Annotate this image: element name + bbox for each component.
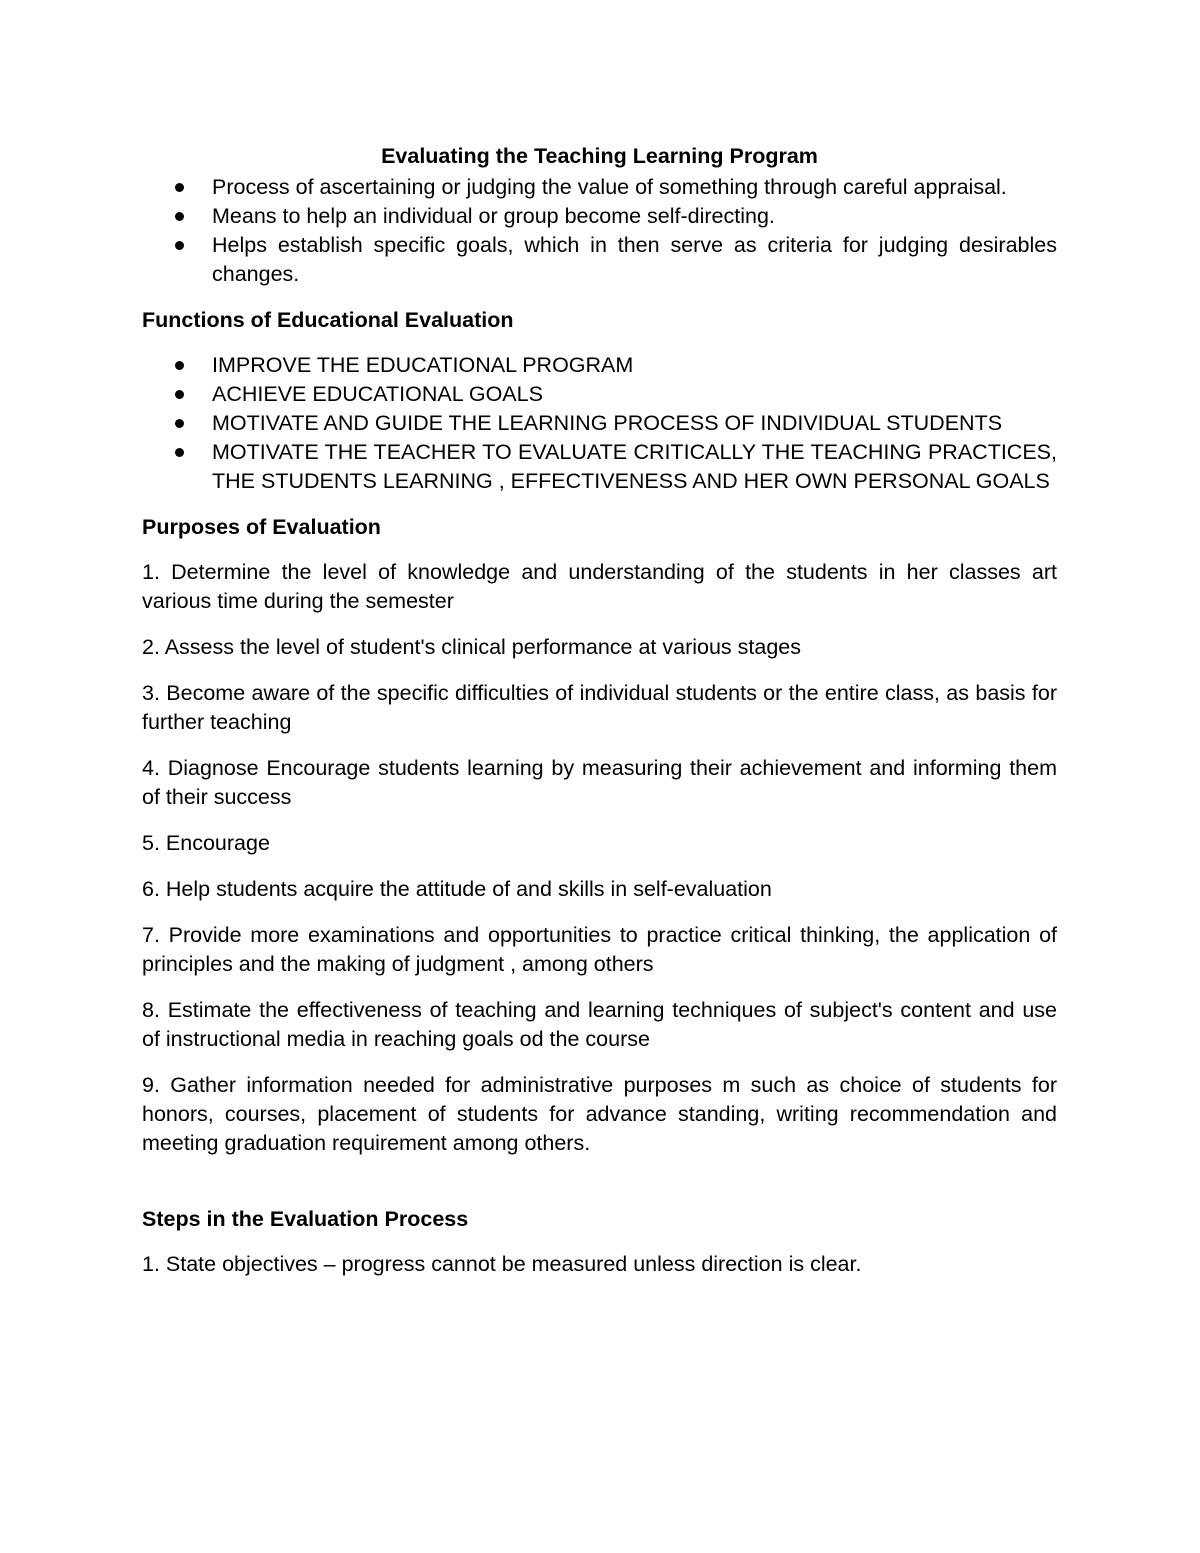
bullet-icon — [175, 212, 184, 221]
functions-bullet-list — [142, 351, 1057, 496]
step-item: 1. State objectives – progress cannot be measured unless direction is clear. — [142, 1252, 862, 1276]
bullet-icon — [175, 361, 184, 370]
function-item — [142, 351, 1057, 380]
bullet-icon — [175, 241, 184, 250]
bullet-icon — [175, 183, 184, 192]
intro-bullet-item — [142, 202, 1057, 231]
purpose-item: 1. Determine the level of knowledge and understanding of the students in her classes art various time during the semester — [142, 560, 1057, 613]
bullet-icon — [175, 390, 184, 399]
purpose-item: 5. Encourage — [142, 831, 270, 855]
function-item — [142, 438, 1057, 496]
purpose-item: 9. Gather information needed for administrative purposes m such as choice of students for honors, courses, placement of students for advance standing, writing recommendation and meeting graduation requirement among others. — [142, 1073, 1057, 1155]
purposes-heading: Purposes of Evaluation — [142, 515, 381, 539]
intro-bullet-list — [142, 173, 1057, 289]
purpose-item: 4. Diagnose Encourage students learning by measuring their achievement and informing them of their success — [142, 756, 1057, 809]
function-text: MOTIVATE AND GUIDE THE LEARNING PROCESS OF INDIVIDUAL STUDENTS — [212, 411, 1003, 435]
functions-heading: Functions of Educational Evaluation — [142, 308, 514, 332]
function-item — [142, 409, 1057, 438]
purpose-item: 7. Provide more examinations and opportunities to practice critical thinking, the application of principles and the making of judgment , among others — [142, 923, 1057, 976]
document-title: Evaluating the Teaching Learning Program — [381, 144, 818, 168]
purpose-item: 2. Assess the level of student's clinical performance at various stages — [142, 635, 801, 659]
purpose-item: 3. Become aware of the specific difficulties of individual students or the entire class, as basis for further teaching — [142, 681, 1057, 734]
intro-bullet-text: Process of ascertaining or judging the value of something through careful appraisal. — [212, 175, 1007, 199]
purpose-item: 6. Help students acquire the attitude of and skills in self-evaluation — [142, 877, 772, 901]
intro-bullet-item — [142, 173, 1057, 202]
intro-bullet-text: Helps establish specific goals, which in then serve as criteria for judging desirables changes. — [212, 233, 1057, 286]
function-text: ACHIEVE EDUCATIONAL GOALS — [212, 382, 543, 406]
function-text: MOTIVATE THE TEACHER TO EVALUATE CRITICALLY THE TEACHING PRACTICES, THE STUDENTS LEARNING , EFFECTIVENESS AND HER OWN PERSONAL GOALS — [212, 440, 1057, 493]
function-item — [142, 380, 1057, 409]
steps-heading: Steps in the Evaluation Process — [142, 1207, 469, 1231]
bullet-icon — [175, 419, 184, 428]
bullet-icon — [175, 448, 184, 457]
document-page — [142, 141, 1057, 1279]
intro-bullet-item — [142, 231, 1057, 289]
purpose-item: 8. Estimate the effectiveness of teaching and learning techniques of subject's content and use of instructional media in reaching goals od the course — [142, 998, 1057, 1051]
intro-bullet-text: Means to help an individual or group become self-directing. — [212, 204, 775, 228]
function-text: IMPROVE THE EDUCATIONAL PROGRAM — [212, 353, 634, 377]
